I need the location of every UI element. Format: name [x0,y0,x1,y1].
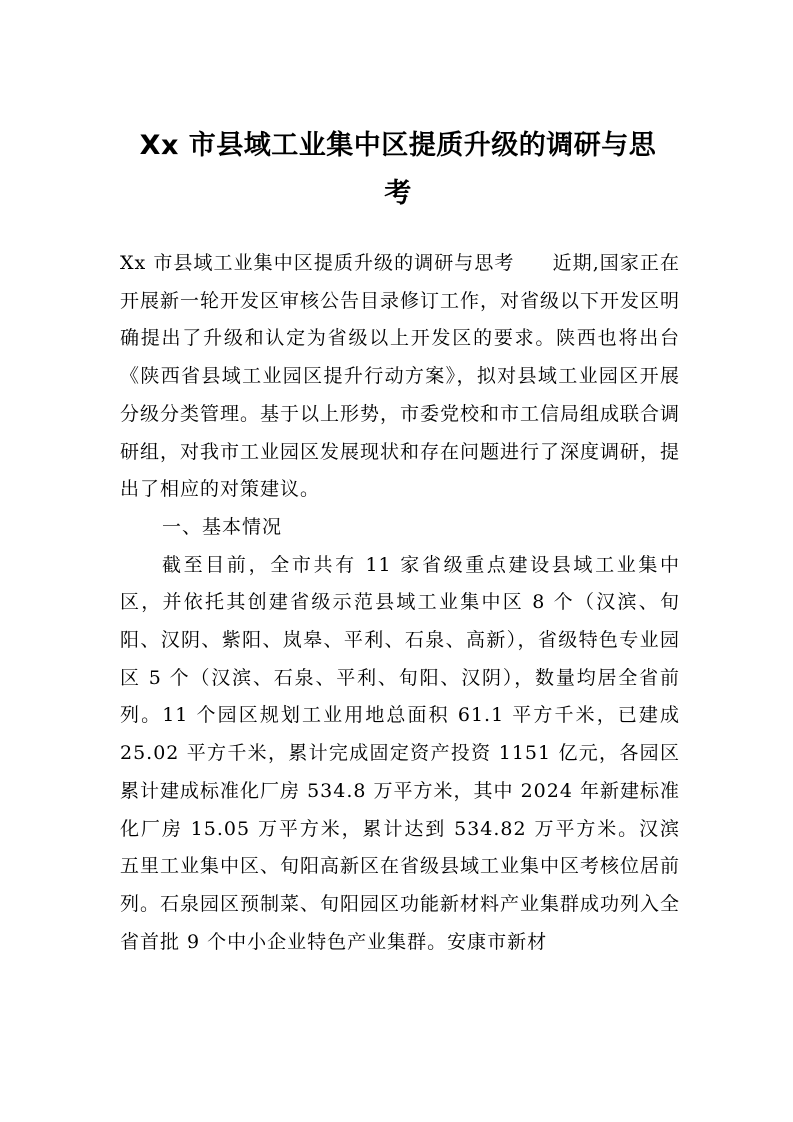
title-line-1: Xx 市县域工业集中区提质升级的调研与思 [139,130,657,161]
intro-title: Xx 市县域工业集中区提质升级的调研与思考 [120,252,515,274]
section-paragraph-basic-situation: 截至目前，全市共有 11 家省级重点建设县域工业集中区，并依托其创建省级示范县域工业集中区 8 个（汉滨、旬阳、汉阴、紫阳、岚皋、平利、石泉、高新），省级特色专业园区 5 个（汉滨、石泉、平利、旬阳、汉阴），数量均居全省前列。11 个园区规划工业用地总面积 61.1 平方千米，已建成 25.02 平方千米，累计完成固定资产投资 1151 亿元，各园区累计建成标准化厂房 534.8 万平方米，其中 2024 年新建标准化厂房 15.05 万平方米，累计达到 534.82 万平方米。汉滨五里工业集中区、旬阳高新区在省级县域工业集中区考核位居前列。石泉园区预制菜、旬阳园区功能新材料产业集群成功列入全省首批 9 个中小企业特色产业集群。安康市新材 [120,553,681,953]
title-line-2: 考 [384,178,412,209]
document-title [118,122,678,218]
intro-paragraph [120,245,680,509]
document-body [120,245,680,961]
intro-body: 近期,国家正在开展新一轮开发区审核公告目录修订工作，对省级以下开发区明确提出了升级和认定为省级以上开发区的要求。陕西也将出台《陕西省县域工业园区提升行动方案》，拟对县域工业园区开展分级分类管理。基于以上形势，市委党校和市工信局组成联合调研组，对我市工业园区发展现状和存在问题进行了深度调研，提出了相应的对策建议。 [120,252,681,501]
section-heading-basic-situation: 一、基本情况 [162,515,283,538]
